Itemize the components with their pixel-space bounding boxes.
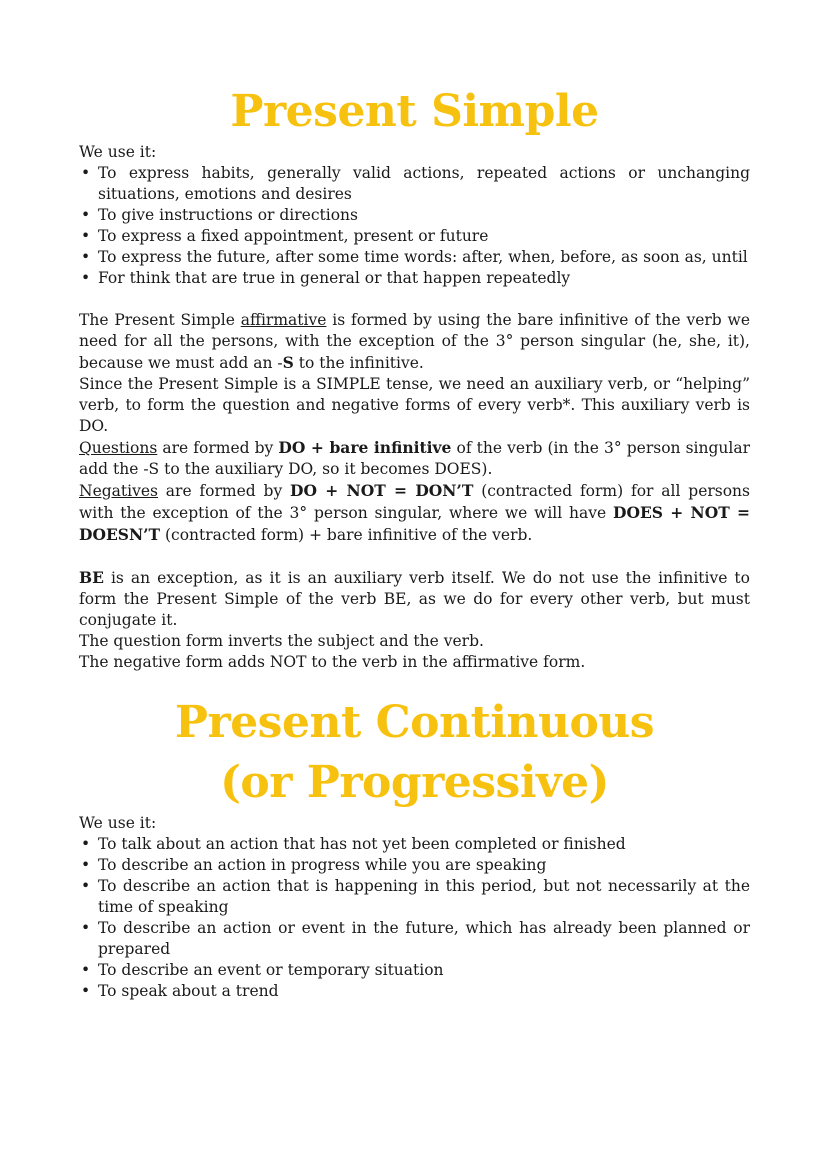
uses-list xyxy=(79,834,750,1002)
section-title-present-continuous: Present Continuous xyxy=(174,697,655,748)
section-title-present-simple: Present Simple xyxy=(230,86,599,137)
present-simple-body xyxy=(79,142,750,673)
list-item: • To talk about an action that has not yet been completed or finished xyxy=(79,834,750,855)
be-exception-paragraph: BE is an exception, as it is an auxiliary verb itself. We do not use the infinitive to form the Present Simple of the verb BE, as we do for every other verb, but must conjugate it. xyxy=(79,568,750,629)
questions-term: Questions xyxy=(79,439,158,457)
affirmative-term: affirmative xyxy=(240,311,327,329)
list-item: • To describe an event or temporary situation xyxy=(79,960,750,981)
list-item: • To describe an action that is happening in this period, but not necessarily at the time of speaking xyxy=(79,876,750,918)
list-item: • For think that are true in general or that happen repeatedly xyxy=(79,268,750,289)
list-item: • To express a fixed appointment, present or future xyxy=(79,226,750,247)
negative-form-line: The negative form adds NOT to the verb in the affirmative form. xyxy=(79,653,586,671)
list-item: • To express habits, generally valid actions, repeated actions or unchanging situations, emotions and desires xyxy=(79,163,750,205)
list-item: • To give instructions or directions xyxy=(79,205,750,226)
negatives-term: Negatives xyxy=(79,482,158,500)
list-item: • To describe an action in progress while you are speaking xyxy=(79,855,750,876)
affirmative-paragraph: The Present Simple affirmative is formed by using the bare infinitive of the verb we need for all the persons, with the exception of the 3° person singular (he, she, it), because we must add an -S to the infinitive. xyxy=(79,311,750,372)
list-item: • To express the future, after some time words: after, when, before, as soon as, until xyxy=(79,247,750,268)
questions-paragraph: Questions are formed by DO + bare infinitive of the verb (in the 3° person singular add the -S to the auxiliary DO, so it becomes DOES). xyxy=(79,438,750,478)
list-item: • To speak about a trend xyxy=(79,981,750,1002)
uses-lead: We use it: xyxy=(79,814,157,832)
document-page xyxy=(79,0,750,1002)
negatives-paragraph: Negatives are formed by DO + NOT = DON’T (contracted form) for all persons with the exception of the 3° person singular, where we will have DOES + NOT = DOESN’T (contracted form) + bare infinitive of the verb. xyxy=(79,481,750,544)
uses-list xyxy=(79,163,750,289)
section-title-progressive: (or Progressive) xyxy=(220,757,609,808)
present-continuous-body xyxy=(79,813,750,1002)
uses-lead: We use it: xyxy=(79,143,157,161)
auxiliary-paragraph: Since the Present Simple is a SIMPLE tense, we need an auxiliary verb, or “helping” verb, to form the question and negative forms of every verb*. This auxiliary verb is DO. xyxy=(79,375,750,435)
list-item: • To describe an action or event in the future, which has already been planned or prepared xyxy=(79,918,750,960)
question-form-line: The question form inverts the subject and the verb. xyxy=(79,632,484,650)
